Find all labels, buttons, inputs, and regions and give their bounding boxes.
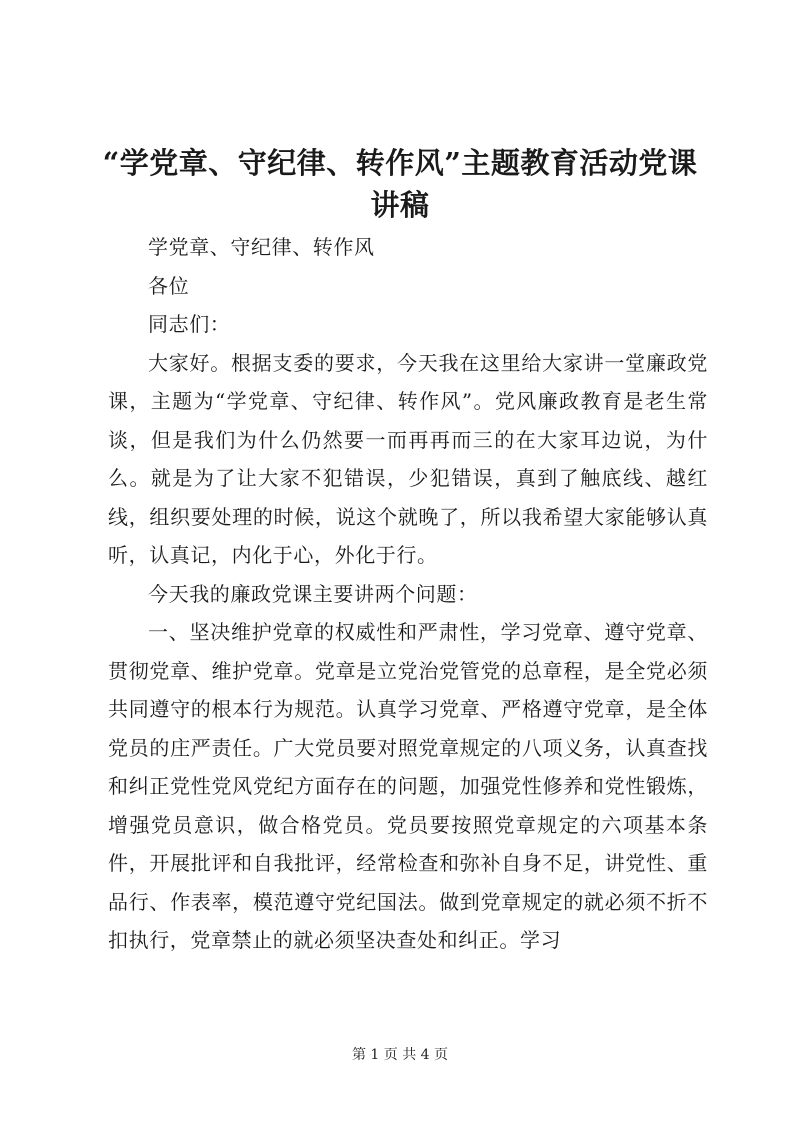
paragraph-subtitle: 学党章、守纪律、转作风 (148, 235, 375, 259)
paragraph-greeting: 各位 (148, 273, 190, 298)
page-footer: 第 1 页 共 4 页 (351, 1047, 449, 1063)
paragraph-section-one: 一、坚决维护党章的权威性和严肃性，学习党章、遵守党章、贯彻党章、维护党章。党章是立党治党管党的总章程，是全党必须共同遵守的根本行为规范。认真学习党章、严格遵守党章，是全体党员的庄严责任。广大党员要对照党章规定的八项义务，认真查找和纠正党性党风党纪方面存在的问题，加强党性修养和党性锻炼，增强党员意识，做合格党员。党员要按照党章规定的六项基本条件，开展批评和自我批评，经常检查和弥补自身不足，讲党性、重品行、作表率，模范遵守党纪国法。做到党章规定的就必须不折不扣执行，党章禁止的就必须坚决查处和纠正。学习 (108, 620, 708, 952)
paragraph-intro: 大家好。根据支委的要求，今天我在这里给大家讲一堂廉政党课，主题为“学党章、守纪律、转作风”。党风廉政教育是老生常谈，但是我们为什么仍然要一而再再而三的在大家耳边说，为什么。就是为了让大家不犯错误，少犯错误，真到了触底线、越红线，组织要处理的时候，说这个就晚了，所以我希望大家能够认真听，认真记，内化于心，外化于行。 (108, 350, 708, 567)
document-title: “学党章、守纪律、转作风”主题教育活动党课讲稿 (102, 146, 698, 222)
document-body (108, 228, 708, 960)
paragraph-salutation: 同志们： (148, 312, 231, 336)
paragraph-outline: 今天我的廉政党课主要讲两个问题： (148, 581, 478, 606)
